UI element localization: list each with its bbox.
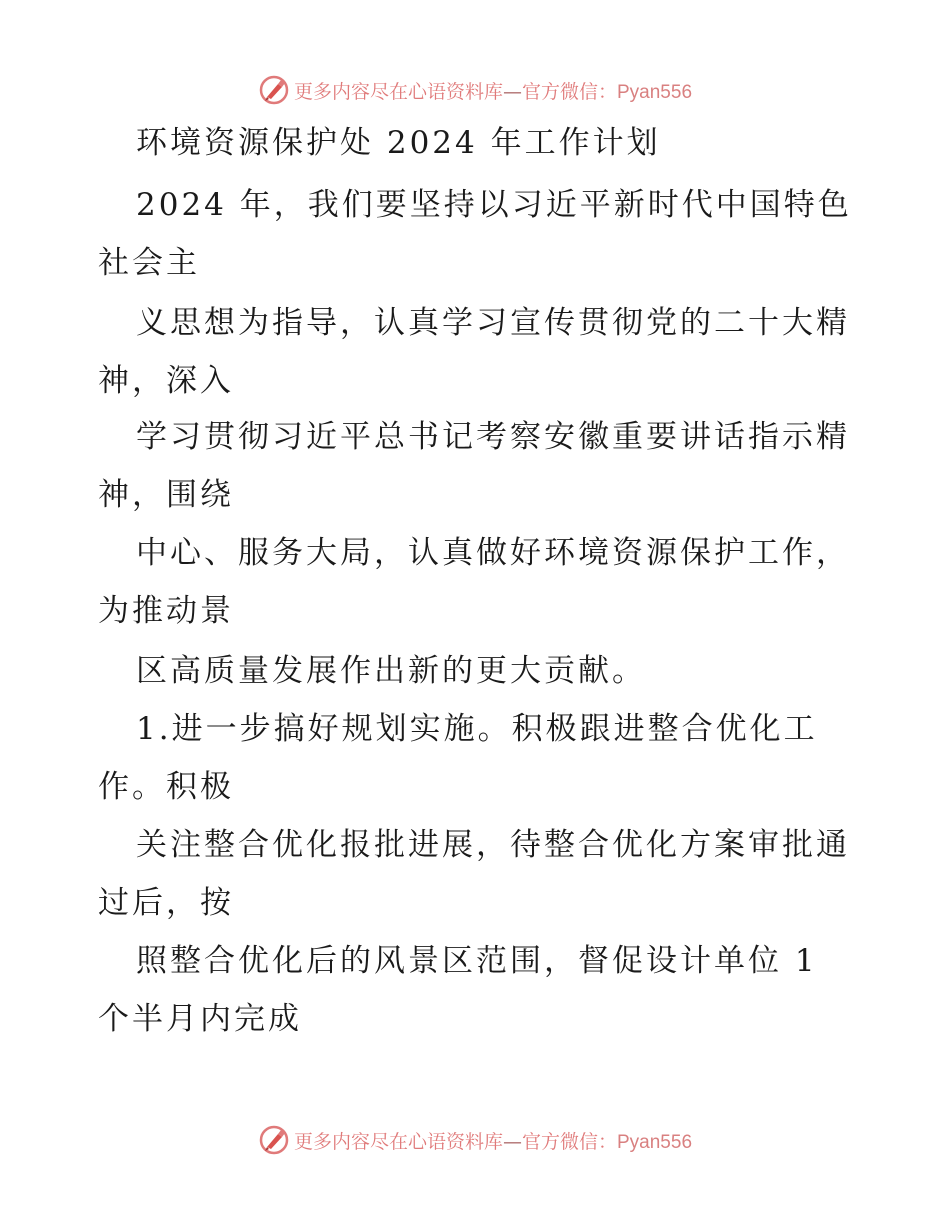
paragraph-line: 作。积极: [98, 769, 234, 805]
paragraph-line: 神，围绕: [98, 477, 234, 513]
paragraph-line: 为推动景: [98, 593, 234, 629]
document-title: 环境资源保护处 2024 年工作计划: [136, 125, 661, 161]
watermark-text: [294, 1127, 692, 1154]
watermark-brand: 更多内容尽在心语资料库: [293, 1130, 503, 1153]
header-watermark: [0, 70, 950, 110]
paragraph-line: 中心、服务大局，认真做好环境资源保护工作，: [136, 535, 850, 571]
paragraph-line: 神，深入: [98, 363, 234, 399]
paragraph-line: 过后，按: [98, 885, 234, 921]
paragraph-line: 义思想为指导，认真学习宣传贯彻党的二十大精: [136, 305, 850, 341]
paragraph-line: 社会主: [98, 245, 200, 281]
footer-watermark: [0, 1120, 950, 1160]
fountain-pen-logo-icon: [258, 1124, 290, 1156]
paragraph-line: 1.进一步搞好规划实施。积极跟进整合优化工: [136, 711, 818, 747]
watermark-suffix: 官方微信：: [521, 1130, 617, 1153]
watermark-text: [294, 77, 692, 104]
watermark-dash: —: [502, 1130, 522, 1153]
watermark-wechat-id: Pyan556: [617, 81, 693, 103]
watermark-brand: 更多内容尽在心语资料库: [293, 80, 503, 103]
paragraph-line: 关注整合优化报批进展，待整合优化方案审批通: [136, 827, 850, 863]
watermark-wechat-id: Pyan556: [617, 1131, 693, 1153]
paragraph-line: 2024 年，我们要坚持以习近平新时代中国特色: [136, 187, 852, 223]
paragraph-line: 照整合优化后的风景区范围，督促设计单位 1: [136, 943, 818, 979]
paragraph-line: 学习贯彻习近平总书记考察安徽重要讲话指示精: [136, 419, 850, 455]
paragraph-line: 个半月内完成: [98, 1001, 302, 1037]
watermark-suffix: 官方微信：: [521, 80, 617, 103]
watermark-dash: —: [502, 80, 522, 103]
paragraph-line: 区高质量发展作出新的更大贡献。: [136, 653, 646, 689]
fountain-pen-logo-icon: [258, 74, 290, 106]
